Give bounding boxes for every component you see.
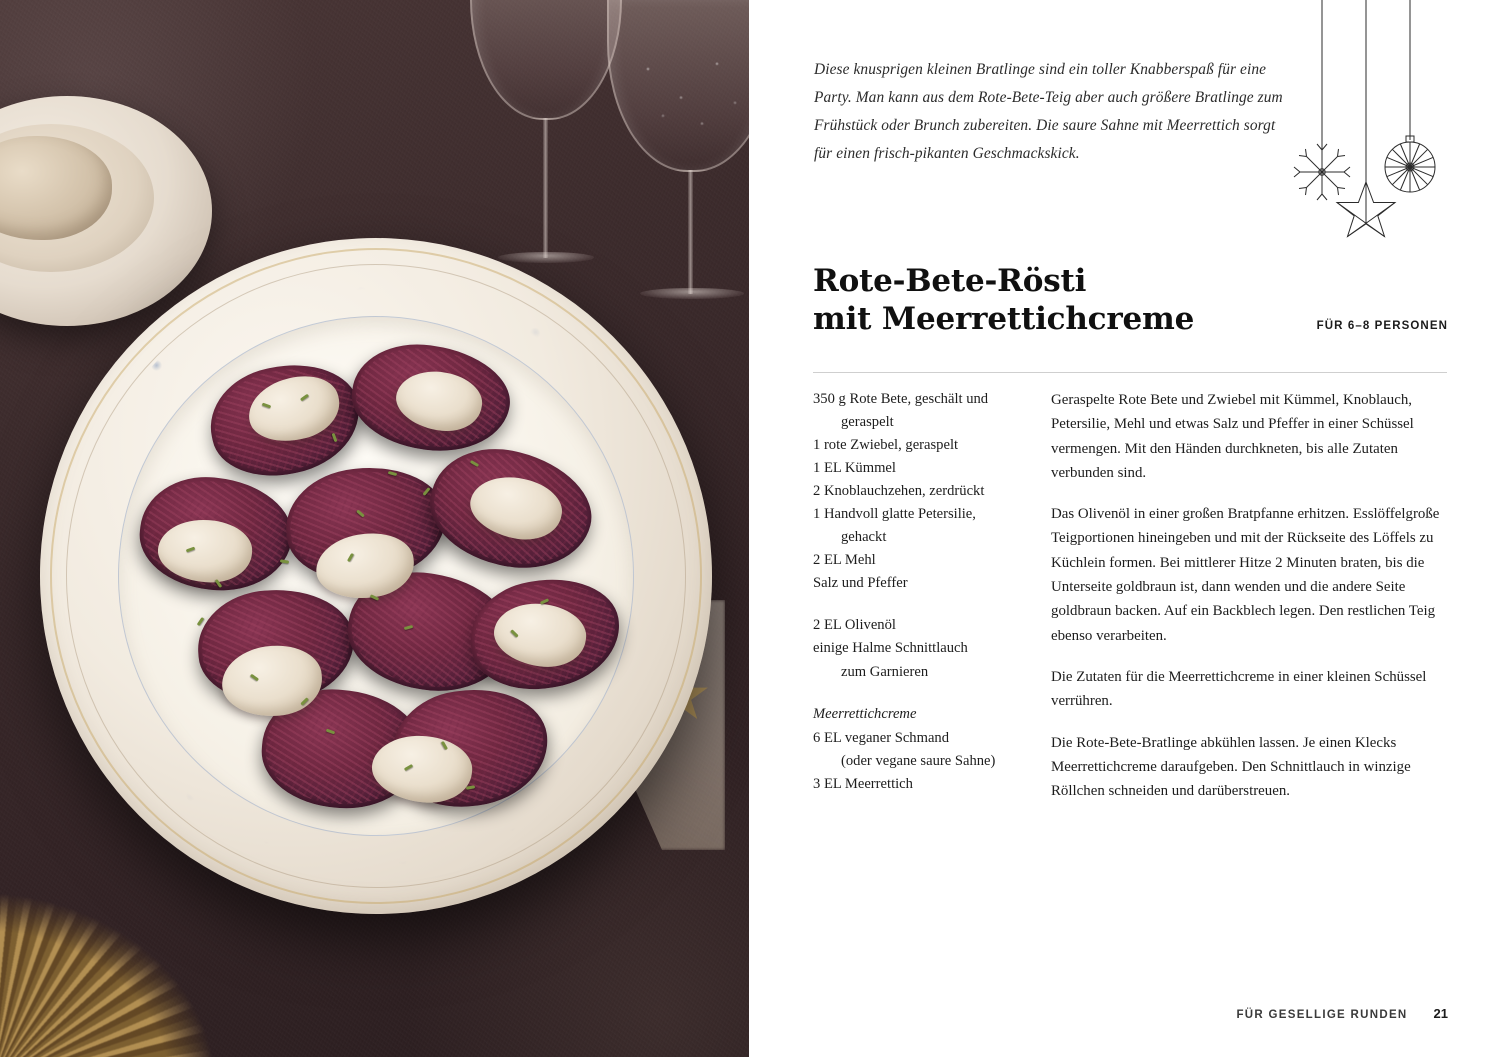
recipe-text-page	[749, 0, 1500, 1057]
ingredient-item: zum Garnieren	[841, 663, 929, 680]
christmas-ornament-illustration	[1288, 0, 1448, 258]
glass-foot	[498, 252, 594, 263]
ingredient-item: Salz und Pfeffer	[813, 575, 908, 592]
ingredient-group	[813, 388, 1013, 595]
ingredients-list	[813, 388, 1013, 803]
divider	[813, 372, 1447, 373]
ingredient-item: einige Halme Schnittlauch	[813, 640, 968, 657]
ingredient-item: geraspelt	[841, 414, 894, 431]
preparation-step: Die Zutaten für die Meerrettichcreme in einer kleinen Schüssel verrühren.	[1051, 668, 1427, 710]
glass-stem	[688, 170, 693, 294]
preparation-step: Das Olivenöl in einer großen Bratpfanne erhitzen. Esslöffelgroße Teigportionen hineingeben und mit der Rückseite des Löffels zu Küchlein formen. Bei mittlerer Hitze 2 Minuten braten, bis die Unterseite goldbraun ist, dann wenden und die andere Seite goldbraun backen. Auf ein Backblech legen. Den restlichen Teig ebenso verarbeiten.	[1051, 506, 1440, 644]
preparation-steps	[1051, 388, 1449, 803]
recipe-body	[813, 388, 1449, 803]
page-number: 21	[1433, 1006, 1448, 1021]
preparation-step: Geraspelte Rote Bete und Zwiebel mit Kümmel, Knoblauch, Petersilie, Mehl und etwas Salz und Pfeffer in einer Schüssel vermengen. Mit den Händen durchkneten, bis alle Zutaten verbunden sind.	[1051, 392, 1414, 481]
preparation-step: Die Rote-Bete-Bratlinge abkühlen lassen. Je einen Klecks Meerrettichcreme daraufgeben. Den Schnittlauch in winzige Röllchen schneiden und darüberstreuen.	[1051, 734, 1411, 800]
glass-stem	[543, 118, 548, 258]
chapter-label: FÜR GESELLIGE RUNDEN	[1236, 1009, 1408, 1021]
ingredient-item: 3 EL Meerrettich	[813, 775, 913, 792]
ingredient-item: 2 Knoblauchzehen, zerdrückt	[813, 483, 985, 500]
ingredient-group	[813, 614, 1013, 683]
ingredient-group	[813, 703, 1013, 796]
ingredient-item: 1 EL Kümmel	[813, 460, 896, 477]
recipe-title-line-2: mit Meerrettichcreme	[813, 301, 1195, 338]
ingredient-item: 1 Handvoll glatte Petersilie,	[813, 506, 976, 523]
recipe-intro: Diese knusprigen kleinen Bratlinge sind ein toller Knabberspaß für eine Party. Man kann aus dem Rote-Bete-Teig aber auch größere Bratlinge zum Frühstück oder Brunch zubereiten. Die saure Sahne mit Meerrettich sorgt für einen frisch-pikanten Geschmackskick.	[814, 61, 1283, 163]
servings-label: FÜR 6–8 PERSONEN	[1316, 320, 1448, 332]
ingredient-item: 2 EL Mehl	[813, 552, 876, 569]
ingredient-group-heading: Meerrettichcreme	[813, 705, 917, 722]
ingredient-item: (oder vegane saure Sahne)	[841, 752, 996, 769]
page-title	[813, 262, 1213, 338]
ingredient-item: gehackt	[841, 529, 887, 546]
page-footer	[1236, 1006, 1448, 1021]
recipe-title-line-1: Rote-Bete-Rösti	[813, 263, 1087, 299]
ingredient-item: 1 rote Zwiebel, geraspelt	[813, 437, 959, 454]
ingredient-item: 6 EL veganer Schmand	[813, 729, 950, 746]
recipe-photo	[0, 0, 749, 1057]
ingredient-item: 2 EL Olivenöl	[813, 617, 896, 634]
glass-foot	[640, 288, 744, 299]
ingredient-item: 350 g Rote Bete, geschält und	[813, 391, 989, 407]
